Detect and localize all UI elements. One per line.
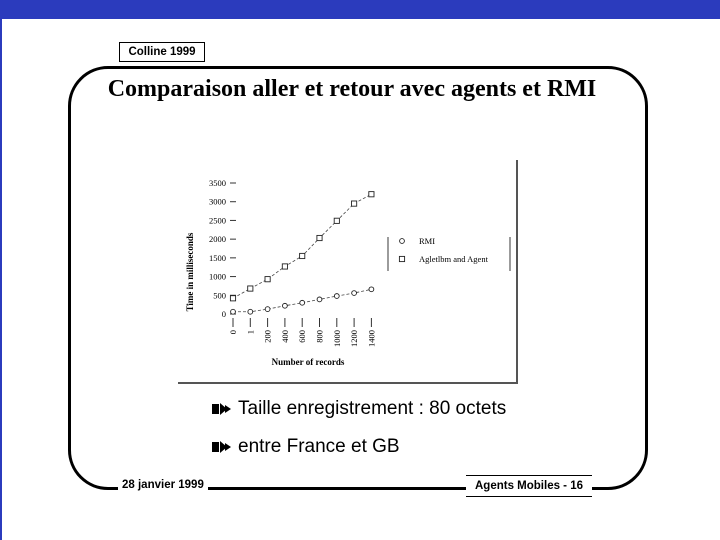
agent-point — [352, 201, 357, 206]
x-tick-label: 400 — [279, 330, 290, 343]
bullet-text: Taille enregistrement : 80 octets — [238, 398, 507, 419]
y-tick-label: 1500 — [209, 252, 226, 263]
arrow-bullet-icon — [212, 440, 232, 454]
rmi-point — [231, 309, 236, 314]
top-bar — [0, 0, 720, 19]
rmi-point — [248, 309, 253, 314]
rmi-point — [317, 297, 322, 302]
x-tick-label: 0 — [228, 330, 238, 335]
agent-point — [369, 192, 374, 197]
rmi-point — [369, 287, 374, 292]
y-tick-label: 3000 — [209, 196, 226, 207]
rmi-point — [265, 307, 270, 312]
agent-point — [230, 296, 235, 301]
x-tick-label: 1400 — [366, 330, 377, 347]
x-axis-label: Number of records — [271, 357, 345, 367]
y-tick-label: 1000 — [209, 271, 226, 282]
agent-point — [334, 218, 339, 223]
legend-label: RMI — [419, 236, 436, 246]
x-tick-label: 1200 — [349, 330, 360, 347]
header-label: Colline 1999 — [119, 42, 205, 62]
footer-section: Agents Mobiles - 16 — [466, 475, 592, 497]
agent-point — [317, 235, 322, 240]
legend-label: Agletlbm and Agent — [419, 254, 488, 264]
series-layer — [230, 192, 374, 315]
line-chart — [178, 160, 516, 382]
legend-rmi-marker — [400, 239, 405, 244]
slide-title: Comparaison aller et retour avec agents et RMI — [107, 76, 597, 102]
x-tick-label: 1000 — [331, 330, 342, 347]
y-tick-label: 3500 — [209, 178, 226, 188]
legend — [388, 236, 510, 271]
rmi-point — [283, 303, 288, 308]
y-axis-label: Time in milliseconds — [185, 232, 195, 312]
y-tick-label: 2500 — [209, 215, 226, 226]
rmi-point — [334, 294, 339, 299]
x-tick-label: 200 — [262, 330, 273, 343]
x-axis — [228, 318, 376, 347]
chart-panel — [178, 160, 518, 384]
rmi-point — [300, 300, 305, 305]
series-line — [233, 194, 371, 298]
footer-date: 28 janvier 1999 — [118, 479, 208, 491]
y-tick-label: 500 — [213, 290, 226, 301]
arrow-bullet-icon — [212, 402, 232, 416]
agent-point — [282, 264, 287, 269]
x-tick-label: 800 — [314, 330, 325, 343]
left-edge-bar — [0, 19, 2, 540]
bullet-item — [212, 436, 400, 458]
agent-point — [248, 286, 253, 291]
x-tick-label: 600 — [297, 330, 308, 343]
legend-agent-marker — [399, 256, 404, 261]
y-tick-label: 0 — [221, 309, 226, 319]
bullet-item — [212, 398, 506, 420]
agent-point — [300, 253, 305, 258]
bullet-text: entre France et GB — [238, 436, 400, 457]
x-tick-label: 1 — [245, 330, 256, 335]
rmi-point — [352, 291, 357, 296]
y-tick-label: 2000 — [209, 234, 226, 245]
agent-point — [265, 277, 270, 282]
